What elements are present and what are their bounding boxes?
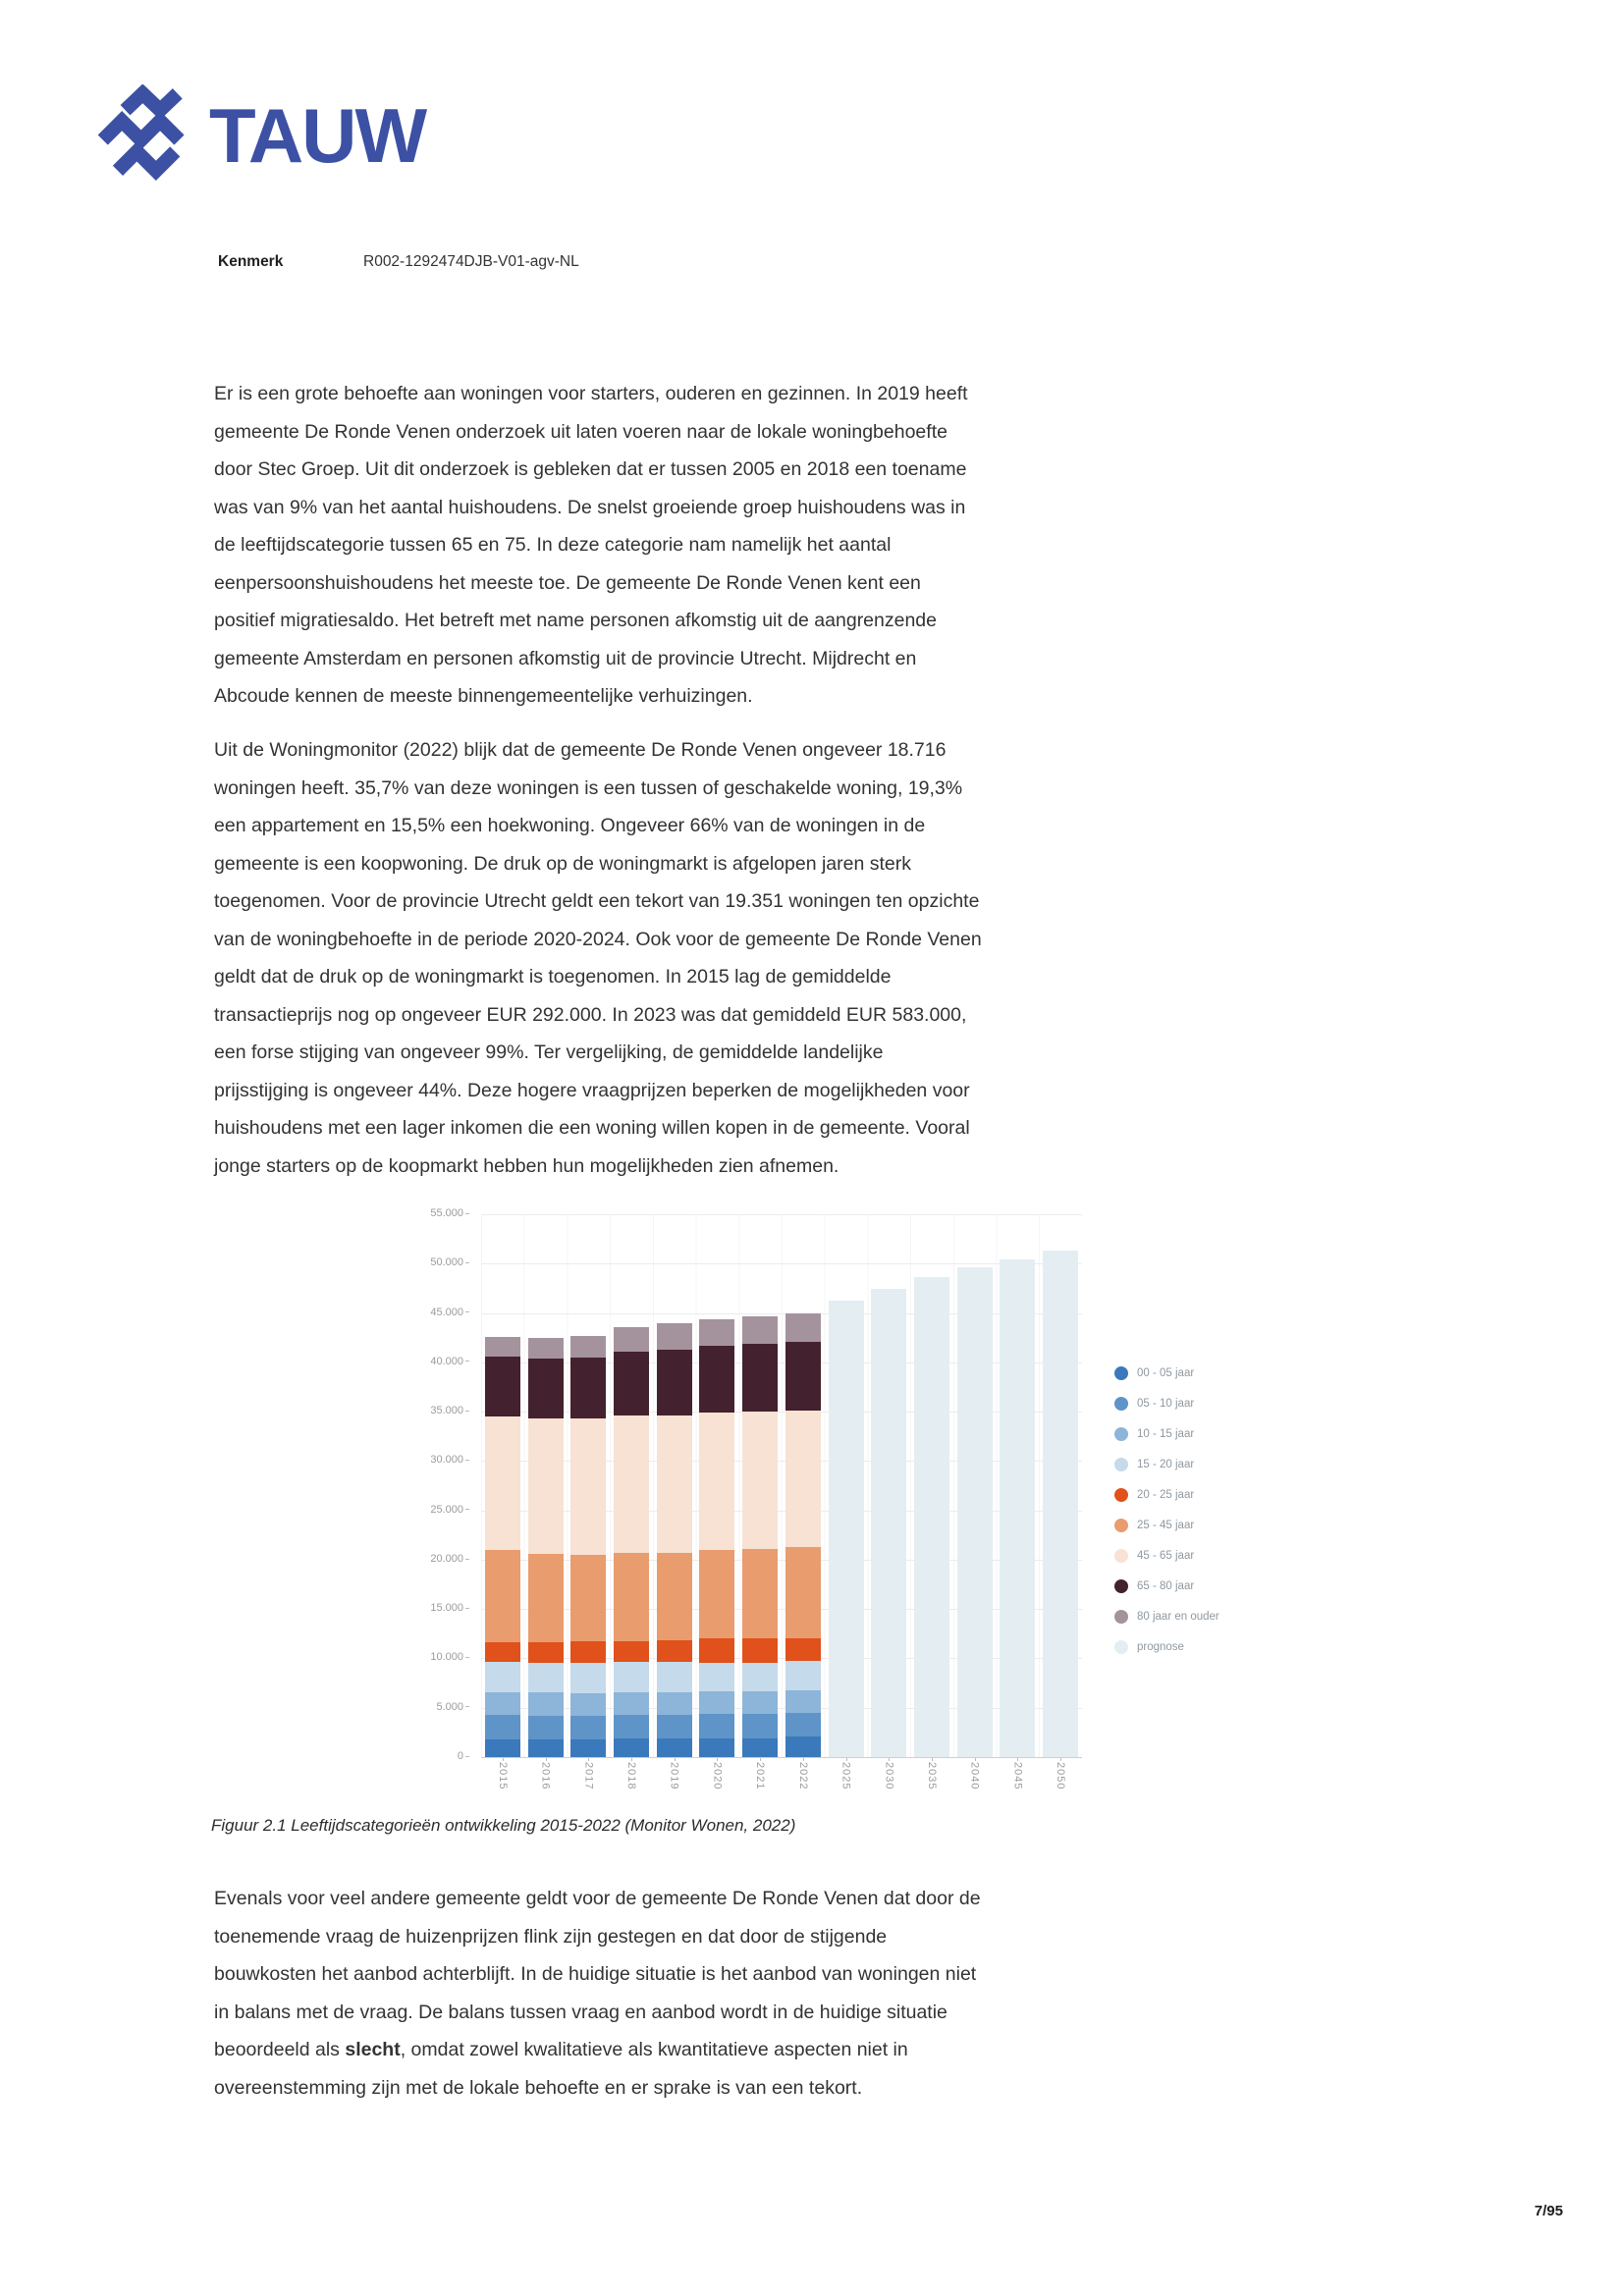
legend-swatch [1114,1610,1128,1624]
x-axis-tick [846,1758,847,1761]
legend-item [1114,1418,1247,1449]
x-axis-tick [503,1758,504,1761]
bar-segment [785,1661,821,1689]
legend-swatch [1114,1366,1128,1380]
chart-gridline [481,1214,1082,1215]
x-axis-label [953,1762,997,1805]
bar-segment [528,1554,564,1642]
bar-segment [657,1350,692,1415]
legend-swatch [1114,1488,1128,1502]
chart-legend [1114,1358,1247,1662]
x-axis-label [653,1762,696,1805]
bar-segment [699,1663,734,1691]
bar-segment [742,1549,778,1638]
legend-label: 00 - 05 jaar [1137,1366,1195,1379]
bar-segment [742,1738,778,1757]
legend-label: 10 - 15 jaar [1137,1427,1195,1440]
bar-segment [699,1550,734,1638]
bar-segment [657,1738,692,1757]
y-axis-tick-label: 5.000 [422,1701,475,1713]
legend-item [1114,1449,1247,1479]
bar-segment [485,1692,520,1715]
legend-item [1114,1540,1247,1571]
bar-segment [528,1418,564,1554]
bar-segment [485,1337,520,1357]
x-axis-label [567,1762,610,1805]
bar-segment [742,1344,778,1412]
bar-segment [699,1738,734,1757]
x-axis-label [610,1762,653,1805]
x-axis-tick [760,1758,761,1761]
bar-segment [614,1692,649,1715]
paragraph-balance [214,1880,992,2107]
x-axis-label [867,1762,910,1805]
paragraph-balance-text: Evenals voor veel andere gemeente geldt voor de gemeente De Ronde Venen dat door de toenemende vraag de huizenprijzen flink zijn gestegen en dat door de stijgende bouwkosten het aanbod achterblijft. In de huidige situatie is het aanbod van woningen niet in balans met de vraag. De balans tussen vraag en aanbod wordt in de huidige situatie beoordeeld als [214,1888,981,2060]
bar-segment [785,1313,821,1342]
y-axis-tick-label: 15.000 [422,1602,475,1614]
bar-segment [614,1327,649,1352]
x-axis-label-text: 2050 [1055,1762,1067,1790]
x-axis-label-text: 2035 [925,1762,938,1790]
chart-y-axis [422,1207,475,1762]
bar-segment [528,1663,564,1693]
legend-label: prognose [1137,1640,1184,1653]
bar-segment [957,1267,993,1757]
prognose-bar-2050 [1043,1251,1078,1757]
bar-segment [699,1413,734,1550]
bar-segment [742,1714,778,1738]
page-number: 7/95 [1534,2203,1563,2219]
bar-segment [570,1716,606,1739]
kenmerk-value: R002-1292474DJB-V01-agv-NL [363,253,579,270]
tauw-logo-wordmark: TAUW [209,91,426,179]
prognose-bar-2030 [871,1289,906,1757]
x-axis-tick [675,1758,676,1761]
bar-segment [614,1352,649,1415]
tauw-logo-icon [93,84,195,186]
bar-segment [785,1547,821,1639]
x-axis-tick [932,1758,933,1761]
x-axis-label [481,1762,524,1805]
bar-segment [528,1359,564,1418]
x-axis-label-text: 2016 [539,1762,552,1790]
legend-label: 45 - 65 jaar [1137,1549,1195,1562]
x-axis-tick [546,1758,547,1761]
figure-caption: Figuur 2.1 Leeftijdscategorieën ontwikkeling 2015-2022 (Monitor Wonen, 2022) [211,1816,796,1835]
bar-segment [785,1638,821,1661]
legend-swatch [1114,1519,1128,1532]
bar-segment [614,1641,649,1661]
bar-segment [871,1289,906,1757]
y-axis-tick-label: 55.000 [422,1207,475,1219]
x-axis-label-text: 2040 [968,1762,981,1790]
bar-segment [614,1738,649,1757]
bar-segment [614,1662,649,1692]
stacked-bar-2021 [742,1316,778,1757]
stacked-bar-2017 [570,1336,606,1757]
bar-segment [528,1692,564,1716]
bar-segment [570,1693,606,1717]
bar-segment [742,1663,778,1691]
paragraph-housing-need: Er is een grote behoefte aan woningen voor starters, ouderen en gezinnen. In 2019 heeft gemeente De Ronde Venen onderzoek uit laten voeren naar de lokale woningbehoefte door Stec Groep. Uit dit onderzoek is gebleken dat er tussen 2005 en 2018 een toename was van 9% van het aantal huishoudens. De snelst groeiende groep huishoudens was in de leeftijdscategorie tussen 65 en 75. In deze categorie nam namelijk het aantal eenpersoonshuishoudens het meeste toe. De gemeente De Ronde Venen kent een positief migratiesaldo. Het betreft met name personen afkomstig uit de aangrenzende gemeente Amsterdam en personen afkomstig uit de provincie Utrecht. Mijdrecht en Abcoude kennen de meeste binnengemeentelijke verhuizingen. [214,383,968,707]
bar-segment [485,1642,520,1661]
x-axis-label-text: 2017 [582,1762,595,1790]
legend-item [1114,1571,1247,1601]
x-axis-tick [1060,1758,1061,1761]
y-axis-tick-label: 0 [422,1750,475,1762]
chart-plot [481,1214,1082,1758]
legend-item [1114,1601,1247,1631]
bar-segment [699,1346,734,1413]
y-axis-tick-label: 35.000 [422,1405,475,1416]
stacked-bar-2018 [614,1327,649,1757]
tauw-logo [93,84,425,186]
x-axis-label-text: 2045 [1011,1762,1024,1790]
age-category-chart [422,1202,1247,1806]
prognose-bar-2040 [957,1267,993,1757]
x-axis-label-text: 2015 [496,1762,509,1790]
bar-segment [785,1690,821,1713]
x-axis-label [696,1762,739,1805]
x-axis-label-text: 2018 [624,1762,637,1790]
bar-segment [914,1277,949,1757]
legend-label: 25 - 45 jaar [1137,1519,1195,1531]
bar-segment [485,1550,520,1643]
legend-item [1114,1388,1247,1418]
x-axis-label [738,1762,782,1805]
legend-item [1114,1631,1247,1662]
x-axis-label-text: 2020 [711,1762,724,1790]
bar-segment [570,1555,606,1641]
y-axis-tick-label: 40.000 [422,1356,475,1367]
bar-segment [485,1416,520,1550]
bar-segment [657,1323,692,1350]
chart-gridline [481,1263,1082,1264]
x-axis-label [1039,1762,1082,1805]
bar-segment [570,1739,606,1757]
legend-label: 20 - 25 jaar [1137,1488,1195,1501]
bar-segment [785,1411,821,1547]
bar-segment [614,1415,649,1553]
bar-segment [657,1553,692,1640]
x-axis-tick [975,1758,976,1761]
legend-swatch [1114,1397,1128,1411]
bar-segment [657,1715,692,1739]
bar-segment [657,1692,692,1715]
y-axis-tick-label: 20.000 [422,1553,475,1565]
bar-segment [699,1714,734,1738]
x-axis-label [782,1762,825,1805]
bar-segment [742,1691,778,1714]
legend-item [1114,1479,1247,1510]
bar-segment [614,1553,649,1641]
x-axis-tick [803,1758,804,1761]
bar-segment [1043,1251,1078,1757]
y-axis-tick-label: 50.000 [422,1256,475,1268]
bar-segment [528,1739,564,1757]
x-axis-label [524,1762,568,1805]
kenmerk-label: Kenmerk [218,253,284,270]
bar-segment [785,1342,821,1411]
bar-segment [570,1418,606,1555]
paragraph-balance-bold-word: slecht [345,2039,401,2060]
legend-swatch [1114,1640,1128,1654]
prognose-bar-2035 [914,1277,949,1757]
legend-label: 05 - 10 jaar [1137,1397,1195,1410]
paragraph-woningmonitor: Uit de Woningmonitor (2022) blijk dat de gemeente De Ronde Venen ongeveer 18.716 woningen heeft. 35,7% van deze woningen is een tussen of geschakelde woning, 19,3% een appartement en 15,5% een hoekwoning. Ongeveer 66% van de woningen in de gemeente is een koopwoning. De druk op de woningmarkt is afgelopen jaren sterk toegenomen. Voor de provincie Utrecht geldt een tekort van 19.351 woningen ten opzichte van de woningbehoefte in de periode 2020-2024. Ook voor de gemeente De Ronde Venen geldt dat de druk op de woningmarkt is toegenomen. In 2015 lag de gemiddelde transactieprijs nog op ongeveer EUR 292.000. In 2023 was dat gemiddeld EUR 583.000, een forse stijging van ongeveer 99%. Ter vergelijking, de gemiddelde landelijke prijsstijging is ongeveer 44%. Deze hogere vraagprijzen beperken de mogelijkheden voor huishoudens met een lager inkomen die een woning willen kopen in de gemeente. Vooral jonge starters op de koopmarkt hebben hun mogelijkheden zien afnemen. [214,739,982,1177]
stacked-bar-2016 [528,1338,564,1757]
bar-segment [528,1338,564,1359]
legend-item [1114,1358,1247,1388]
y-axis-tick-label: 30.000 [422,1454,475,1466]
legend-swatch [1114,1458,1128,1471]
bar-segment [657,1640,692,1661]
legend-swatch [1114,1549,1128,1563]
bar-segment [570,1663,606,1693]
stacked-bar-2015 [485,1337,520,1757]
stacked-bar-2019 [657,1323,692,1757]
kenmerk-row [218,253,1102,271]
y-axis-tick-label: 25.000 [422,1504,475,1516]
legend-item [1114,1510,1247,1540]
chart-x-axis [481,1758,1082,1805]
x-axis-tick [1017,1758,1018,1761]
stacked-bar-2020 [699,1319,734,1757]
x-axis-label-text: 2021 [754,1762,767,1790]
bar-segment [699,1319,734,1346]
legend-label: 65 - 80 jaar [1137,1579,1195,1592]
x-axis-label [910,1762,953,1805]
legend-swatch [1114,1579,1128,1593]
bar-segment [699,1691,734,1715]
bar-segment [570,1336,606,1358]
bar-segment [785,1736,821,1757]
bar-segment [657,1662,692,1692]
x-axis-label [997,1762,1040,1805]
bar-segment [528,1642,564,1662]
bar-segment [742,1638,778,1662]
bar-segment [570,1358,606,1418]
x-axis-tick [631,1758,632,1761]
legend-label: 80 jaar en ouder [1137,1610,1219,1623]
bar-segment [829,1301,864,1757]
y-axis-tick-label: 45.000 [422,1307,475,1318]
prognose-bar-2025 [829,1301,864,1757]
prognose-bar-2045 [1000,1259,1035,1757]
bar-segment [570,1641,606,1662]
paragraph-balance-text-after: , omdat zowel kwalitatieve als kwantitatieve aspecten niet in overeenstemming zijn met de lokale behoefte en er sprake is van een tekort. [214,2039,908,2099]
bar-segment [742,1316,778,1344]
bar-segment [485,1357,520,1416]
bar-segment [485,1739,520,1757]
bar-segment [485,1715,520,1739]
x-axis-label [825,1762,868,1805]
bar-segment [485,1662,520,1692]
bar-segment [1000,1259,1035,1757]
stacked-bar-2022 [785,1313,821,1757]
legend-swatch [1114,1427,1128,1441]
bar-segment [528,1716,564,1740]
x-axis-label-text: 2022 [796,1762,809,1790]
bar-segment [614,1715,649,1738]
y-axis-tick-label: 10.000 [422,1651,475,1663]
x-axis-tick [717,1758,718,1761]
bar-segment [785,1713,821,1736]
bar-segment [699,1638,734,1662]
legend-label: 15 - 20 jaar [1137,1458,1195,1470]
x-axis-tick [889,1758,890,1761]
x-axis-label-text: 2025 [839,1762,852,1790]
x-axis-label-text: 2019 [668,1762,680,1790]
x-axis-label-text: 2030 [883,1762,895,1790]
bar-segment [657,1415,692,1553]
x-axis-tick [588,1758,589,1761]
bar-segment [742,1412,778,1549]
